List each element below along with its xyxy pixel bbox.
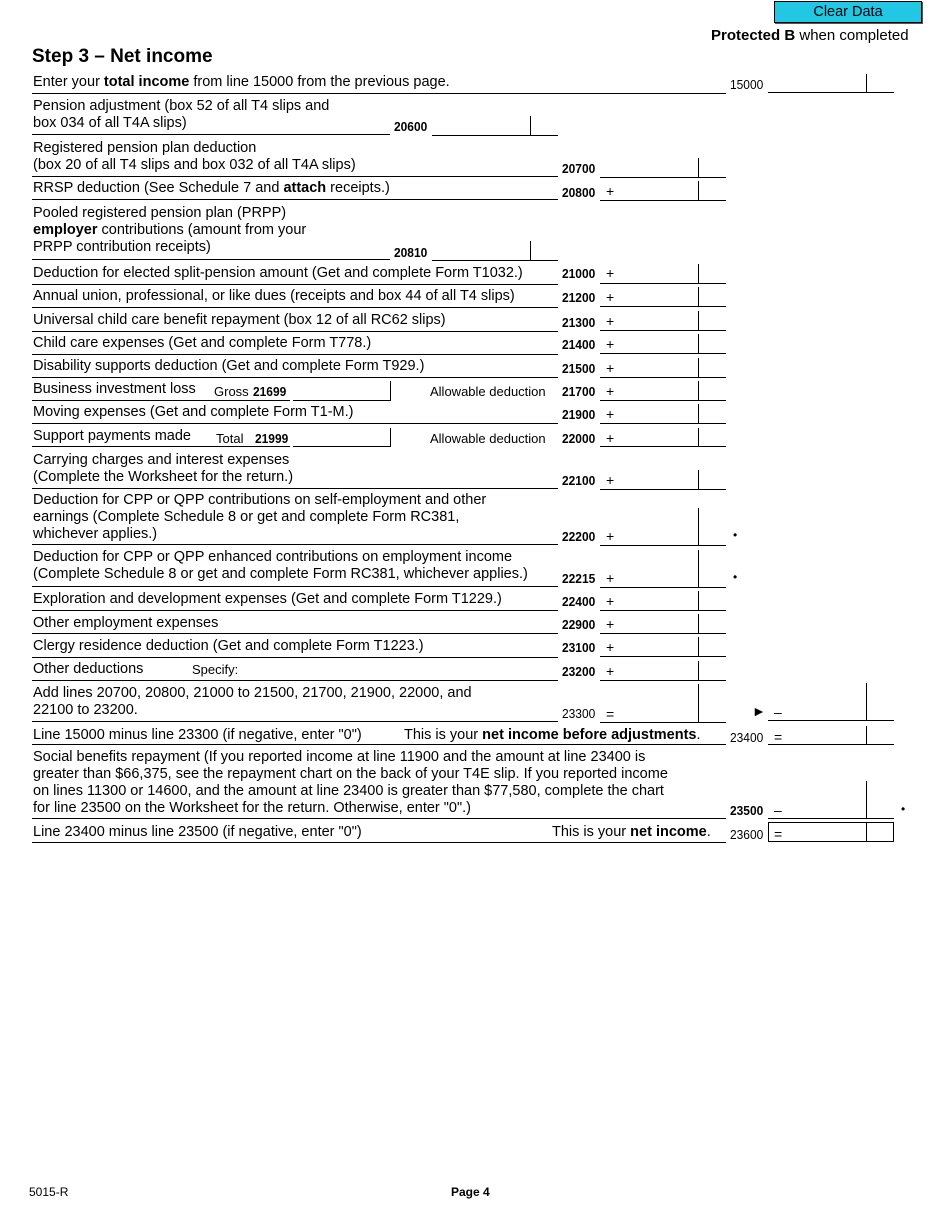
line-code-21300: 21300 xyxy=(562,315,596,330)
cents-divider xyxy=(390,381,391,400)
cents-divider xyxy=(698,428,699,447)
line-code-20600: 20600 xyxy=(394,119,428,134)
line-21400-field[interactable] xyxy=(600,334,726,352)
field-underline xyxy=(600,330,726,331)
cpp-enhanced-label: Deduction for CPP or QPP enhanced contributions on employment income (Complete Schedule 8 or get and complete Form RC381, whichever applies.) xyxy=(33,549,528,582)
divider xyxy=(32,586,558,587)
line-23300-carry-field[interactable] xyxy=(768,684,894,720)
gross-label: Gross xyxy=(214,384,249,399)
other-deductions-specify-input[interactable] xyxy=(248,660,556,679)
plus-operator: + xyxy=(606,313,615,329)
clergy-label: Clergy residence deduction (Get and complete Form T1223.) xyxy=(33,638,424,654)
carrying-charges-label: Carrying charges and interest expenses (Complete the Worksheet for the return.) xyxy=(33,452,294,485)
equals-operator: = xyxy=(774,826,783,842)
line-code-22215: 22215 xyxy=(562,571,596,586)
minus-operator: – xyxy=(774,802,782,818)
nbadj-label: Line 15000 minus line 23300 (if negative, enter "0") xyxy=(33,727,362,743)
line-code-20700: 20700 xyxy=(562,161,596,176)
field-underline xyxy=(600,587,726,588)
line-code-22400: 22400 xyxy=(562,594,596,609)
divider xyxy=(32,400,290,401)
divider xyxy=(32,744,726,745)
prpp-label: Pooled registered pension plan (PRPP) employer contributions (amount from your PRPP contribution receipts) xyxy=(33,205,307,255)
total-income-label: Enter your total income from line 15000 from the previous page. xyxy=(33,74,450,90)
allowable-deduction-label: Allowable deduction xyxy=(430,431,546,446)
line-code-20800: 20800 xyxy=(562,185,596,200)
cents-divider xyxy=(698,264,699,283)
line-22900-field[interactable] xyxy=(600,614,726,632)
nbadj-emphasis: This is your net income before adjustments. xyxy=(404,727,701,743)
union-dues-label: Annual union, professional, or like dues (receipts and box 44 of all T4 slips) xyxy=(33,288,515,304)
uccb-label: Universal child care benefit repayment (box 12 of all RC62 slips) xyxy=(33,312,446,328)
line-code-22900: 22900 xyxy=(562,617,596,632)
divider xyxy=(32,446,290,447)
plus-operator: + xyxy=(606,289,615,305)
cents-divider xyxy=(698,334,699,353)
bullet-marker: • xyxy=(733,528,738,542)
line-21999-field[interactable] xyxy=(293,428,391,446)
line-20600-field[interactable] xyxy=(432,116,558,134)
plus-operator: + xyxy=(606,528,615,544)
line-code-21000: 21000 xyxy=(562,266,596,281)
moving-expenses-label: Moving expenses (Get and complete Form T1-M.) xyxy=(33,404,354,420)
field-underline xyxy=(600,545,726,546)
field-underline xyxy=(600,656,726,657)
child-care-label: Child care expenses (Get and complete Form T778.) xyxy=(33,335,372,351)
plus-operator: + xyxy=(606,383,615,399)
support-payments-label: Support payments made xyxy=(33,428,191,444)
line-23100-field[interactable] xyxy=(600,637,726,655)
line-21900-field[interactable] xyxy=(600,404,726,422)
field-underline xyxy=(600,283,726,284)
plus-operator: + xyxy=(606,183,615,199)
line-23600-field[interactable] xyxy=(768,822,894,842)
line-code-22000: 22000 xyxy=(562,431,596,446)
cents-divider xyxy=(698,381,699,400)
line-code-21699: 21699 xyxy=(253,384,287,399)
step-title: Step 3 – Net income xyxy=(32,46,213,67)
line-code-21200: 21200 xyxy=(562,290,596,305)
field-underline xyxy=(768,720,894,721)
divider xyxy=(32,284,558,285)
cents-divider xyxy=(698,684,699,722)
line-23400-field[interactable] xyxy=(768,726,894,744)
cents-divider xyxy=(866,781,867,819)
line-21500-field[interactable] xyxy=(600,358,726,376)
field-underline xyxy=(600,353,726,354)
divider xyxy=(32,680,558,681)
divider xyxy=(32,423,558,424)
field-underline xyxy=(768,818,894,819)
field-underline xyxy=(600,200,726,201)
field-underline xyxy=(600,722,726,723)
field-underline xyxy=(768,744,894,745)
divider xyxy=(32,176,558,177)
line-code-23200: 23200 xyxy=(562,664,596,679)
line-code-21700: 21700 xyxy=(562,384,596,399)
rpp-label: Registered pension plan deduction (box 20 of all T4 slips and box 032 of all T4A slips) xyxy=(33,140,356,173)
line-21000-field[interactable] xyxy=(600,263,726,281)
allowable-deduction-label: Allowable deduction xyxy=(430,384,546,399)
bullet-marker: • xyxy=(901,802,906,816)
net-income-label: Line 23400 minus line 23500 (if negative, enter "0") xyxy=(33,824,362,840)
line-15000-field[interactable] xyxy=(768,74,894,92)
equals-operator: = xyxy=(774,729,783,745)
cents-divider xyxy=(698,181,699,200)
cents-divider xyxy=(698,158,699,177)
field-underline xyxy=(600,400,726,401)
field-underline xyxy=(293,400,391,401)
divider xyxy=(32,610,558,611)
line-22215-field[interactable] xyxy=(600,551,726,587)
bullet-marker: • xyxy=(733,570,738,584)
divider xyxy=(32,331,558,332)
page-number: Page 4 xyxy=(451,1185,490,1199)
line-22000-field[interactable] xyxy=(600,428,726,446)
pension-adjustment-label: Pension adjustment (box 52 of all T4 slips and box 034 of all T4A slips) xyxy=(33,98,330,131)
plus-operator: + xyxy=(606,570,615,586)
line-code-15000: 15000 xyxy=(730,77,764,92)
plus-operator: + xyxy=(606,430,615,446)
plus-operator: + xyxy=(606,336,615,352)
divider xyxy=(32,488,558,489)
divider xyxy=(32,544,558,545)
divider xyxy=(32,134,390,135)
other-employment-label: Other employment expenses xyxy=(33,615,219,631)
line-code-21900: 21900 xyxy=(562,407,596,422)
field-underline xyxy=(600,177,726,178)
divider xyxy=(32,842,726,843)
cents-divider xyxy=(698,550,699,587)
divider xyxy=(32,633,558,634)
cents-divider xyxy=(698,661,699,680)
line-21300-field[interactable] xyxy=(600,311,726,329)
line-20700-field[interactable] xyxy=(600,158,726,176)
line-code-23100: 23100 xyxy=(562,640,596,655)
cents-divider xyxy=(698,637,699,656)
cents-divider xyxy=(698,508,699,545)
cents-divider xyxy=(390,428,391,447)
plus-operator: + xyxy=(606,472,615,488)
line-21200-field[interactable] xyxy=(600,287,726,305)
equals-operator: = xyxy=(606,706,615,722)
divider xyxy=(32,657,558,658)
minus-operator: – xyxy=(774,704,782,720)
cents-divider xyxy=(866,726,867,745)
cents-divider xyxy=(866,822,867,842)
cents-divider xyxy=(698,470,699,489)
line-code-23600: 23600 xyxy=(730,827,764,842)
line-23500-field[interactable] xyxy=(768,782,894,818)
field-underline xyxy=(600,423,726,424)
line-code-21400: 21400 xyxy=(562,337,596,352)
field-underline xyxy=(768,92,894,93)
cents-divider xyxy=(530,241,531,260)
field-underline xyxy=(600,489,726,490)
field-underline xyxy=(432,135,558,136)
cents-divider xyxy=(866,683,867,721)
line-code-23300: 23300 xyxy=(562,706,596,721)
line-21699-field[interactable] xyxy=(293,381,391,399)
line-22200-field[interactable] xyxy=(600,508,726,544)
cents-divider xyxy=(698,287,699,306)
field-underline xyxy=(432,260,558,261)
line-code-22200: 22200 xyxy=(562,529,596,544)
line-code-23400: 23400 xyxy=(730,730,764,745)
field-underline xyxy=(600,680,726,681)
line-20810-field[interactable] xyxy=(432,241,558,259)
other-deductions-label: Other deductions xyxy=(33,661,144,677)
divider xyxy=(32,354,558,355)
divider xyxy=(32,377,558,378)
field-underline xyxy=(600,633,726,634)
line-code-22100: 22100 xyxy=(562,473,596,488)
line-23300-field[interactable] xyxy=(600,685,726,721)
divider xyxy=(32,199,558,200)
cents-divider xyxy=(698,358,699,377)
bil-label: Business investment loss xyxy=(33,381,196,397)
total-label: Total xyxy=(216,431,244,446)
field-underline xyxy=(600,306,726,307)
field-underline xyxy=(600,377,726,378)
line-23200-field[interactable] xyxy=(600,661,726,679)
cents-divider xyxy=(698,311,699,330)
protected-b-label: Protected B when completed xyxy=(711,27,909,44)
split-pension-label: Deduction for elected split-pension amount (Get and complete Form T1032.) xyxy=(33,265,523,281)
form-number: 5015-R xyxy=(29,1185,69,1199)
net-income-emphasis: This is your net income. xyxy=(552,824,711,840)
field-underline xyxy=(293,446,391,447)
line-code-23500: 23500 xyxy=(730,803,764,818)
divider xyxy=(32,93,726,94)
plus-operator: + xyxy=(606,406,615,422)
cents-divider xyxy=(698,591,699,610)
cpp-self-employment-label: Deduction for CPP or QPP contributions on self-employment and other earnings (Complete Schedule 8 or get and complete Form RC381, whichever applies.) xyxy=(33,492,487,542)
clear-data-button[interactable]: Clear Data xyxy=(774,1,922,23)
cents-divider xyxy=(698,614,699,633)
line-21700-field[interactable] xyxy=(600,381,726,399)
line-code-21999: 21999 xyxy=(255,431,289,446)
divider xyxy=(32,307,558,308)
arrow-right-icon: ► xyxy=(752,703,766,719)
cents-divider xyxy=(866,74,867,93)
plus-operator: + xyxy=(606,265,615,281)
field-underline xyxy=(600,446,726,447)
line-22400-field[interactable] xyxy=(600,591,726,609)
line-code-20810: 20810 xyxy=(394,245,428,260)
social-benefits-label: Social benefits repayment (If you reported income at line 11900 and the amount at line 23400 is greater than $66,375, see the repayment chart on the back of your T4E slip. If you reported income on lines 11300 or 14600, and the amount at line 23400 is greater than $77,580, complete the chart for line 23500 on the Worksheet for the return. Otherwise, enter "0".) xyxy=(33,749,668,816)
cents-divider xyxy=(530,116,531,135)
plus-operator: + xyxy=(606,593,615,609)
exploration-label: Exploration and development expenses (Get and complete Form T1229.) xyxy=(33,591,502,607)
specify-label: Specify: xyxy=(192,662,239,677)
plus-operator: + xyxy=(606,616,615,632)
plus-operator: + xyxy=(606,639,615,655)
line-code-21500: 21500 xyxy=(562,361,596,376)
plus-operator: + xyxy=(606,360,615,376)
divider xyxy=(32,721,558,722)
divider xyxy=(32,259,390,260)
line-22100-field[interactable] xyxy=(600,470,726,488)
disability-label: Disability supports deduction (Get and complete Form T929.) xyxy=(33,358,425,374)
plus-operator: + xyxy=(606,663,615,679)
add-lines-label: Add lines 20700, 20800, 21000 to 21500, 21700, 21900, 22000, and 22100 to 23200. xyxy=(33,685,472,718)
divider xyxy=(32,818,726,819)
field-underline xyxy=(600,610,726,611)
cents-divider xyxy=(698,404,699,423)
line-20800-field[interactable] xyxy=(600,181,726,199)
rrsp-label: RRSP deduction (See Schedule 7 and attach receipts.) xyxy=(33,180,390,196)
